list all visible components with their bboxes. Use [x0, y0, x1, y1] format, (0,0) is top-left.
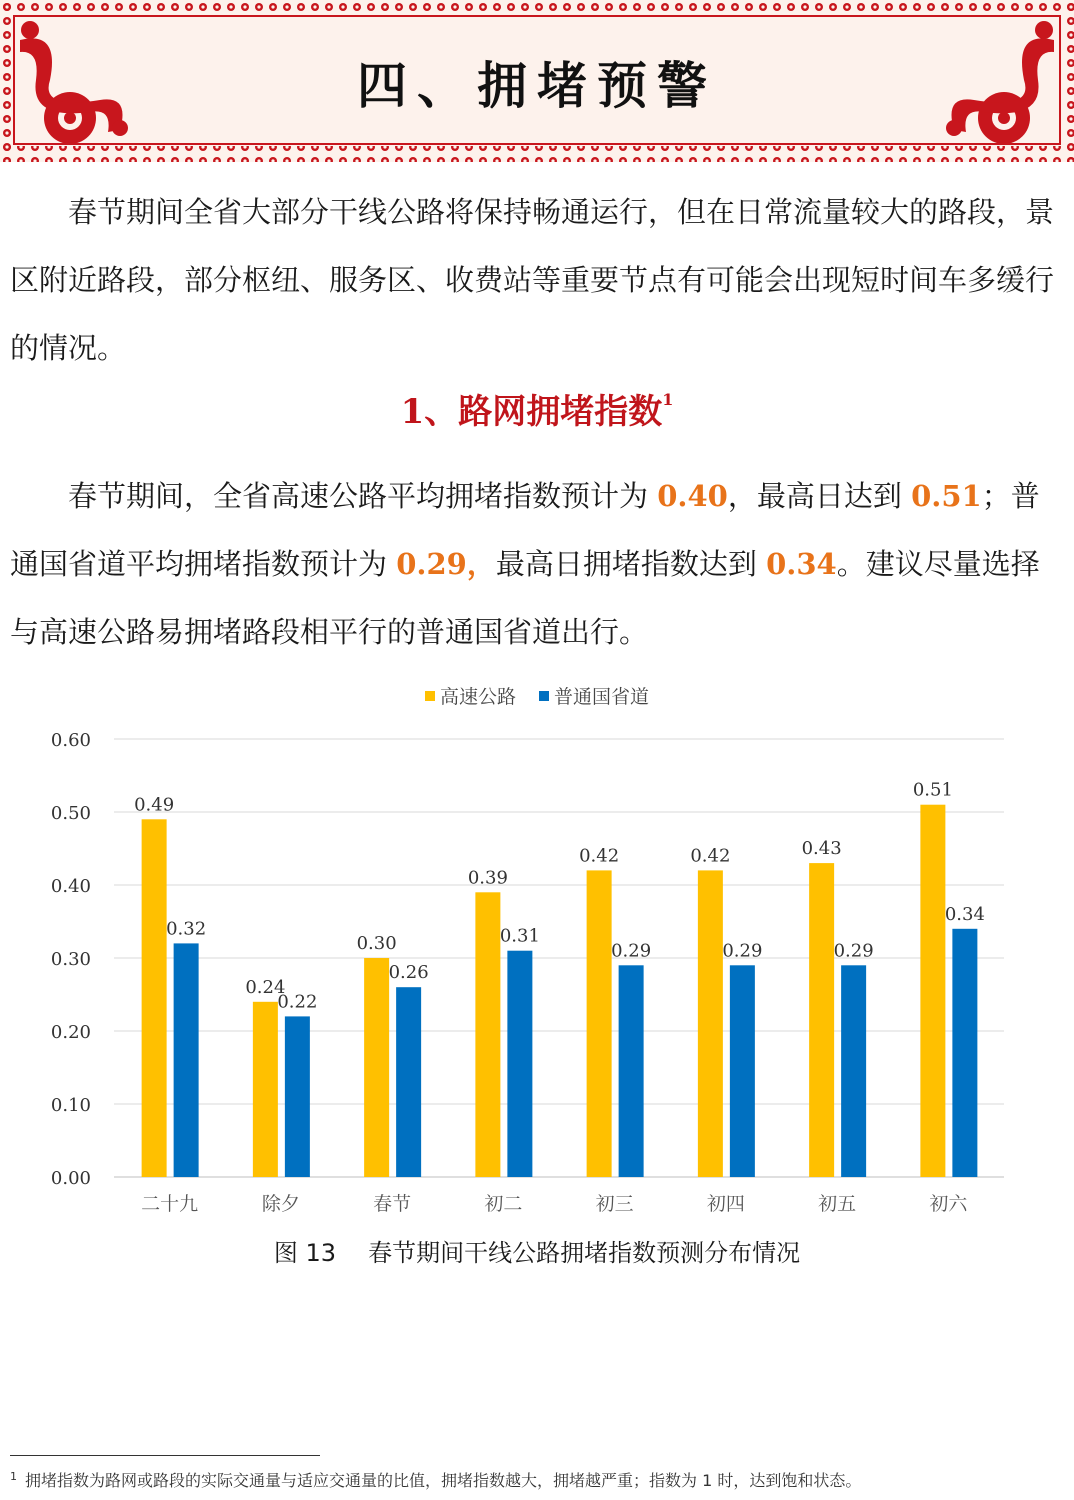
x-tick-label: 春节: [373, 1193, 412, 1215]
footnote-text: 拥堵指数为路网或路段的实际交通量与适应交通量的比值，拥堵指数越大，拥堵越严重；指数为 1 时，达到饱和状态。: [25, 1471, 862, 1490]
summary-part2: ，最高日达到: [727, 479, 912, 513]
x-tick-label: 初四: [706, 1193, 745, 1215]
bar-1-3: [507, 951, 532, 1177]
bar-0-7: [920, 805, 945, 1177]
y-tick-label: 0.30: [50, 949, 91, 970]
bar-0-0: [142, 819, 167, 1177]
data-label-1-4: 0.29: [611, 940, 652, 962]
bar-0-5: [698, 870, 723, 1177]
legend-label-1: 普通国省道: [554, 686, 650, 708]
data-label-1-1: 0.22: [277, 991, 318, 1013]
legend-label-0: 高速公路: [440, 686, 517, 708]
highway-avg-index: 0.40: [657, 479, 728, 513]
data-label-0-1: 0.24: [245, 976, 286, 998]
summary-part4: 最高日拥堵指数达到: [495, 547, 767, 581]
footnote-rule: [10, 1455, 320, 1456]
bar-1-1: [285, 1016, 310, 1177]
y-tick-label: 0.50: [50, 803, 91, 824]
bar-1-2: [396, 987, 421, 1177]
footnote-marker: 1: [10, 1469, 17, 1483]
y-tick-label: 0.40: [50, 876, 91, 897]
summary-part1: 春节期间，全省高速公路平均拥堵指数预计为: [68, 479, 658, 513]
data-label-0-3: 0.39: [467, 867, 508, 889]
data-label-1-3: 0.31: [499, 925, 540, 947]
intro-text: 春节期间全省大部分干线公路将保持畅通运行，但在日常流量较大的路段，景区附近路段，部分枢纽、服务区、收费站等重要节点有可能会出现短时间车多缓行的情况。: [10, 195, 1055, 365]
figure-caption-text: 春节期间干线公路拥堵指数预测分布情况: [368, 1239, 801, 1267]
data-label-0-0: 0.49: [134, 794, 175, 816]
bar-1-6: [841, 965, 866, 1177]
bar-0-3: [475, 892, 500, 1177]
bar-0-4: [587, 870, 612, 1177]
x-tick-label: 初二: [484, 1193, 523, 1215]
bar-1-5: [730, 965, 755, 1177]
legend-swatch-1: [539, 691, 549, 701]
national-road-max-index: 0.34: [766, 547, 837, 581]
data-label-1-2: 0.26: [388, 962, 429, 984]
national-road-avg-index: 0.29，: [396, 547, 496, 581]
y-tick-label: 0.60: [50, 730, 91, 751]
footnote-ref[interactable]: 1: [662, 390, 674, 409]
data-label-1-6: 0.29: [833, 940, 874, 962]
summary-part3: ；普通国省道平均拥堵指数预计为: [10, 479, 1040, 581]
x-tick-label: 初三: [595, 1193, 634, 1215]
section-heading: [0, 384, 1074, 433]
congestion-index-bar-chart: [0, 670, 1074, 1230]
data-label-0-6: 0.43: [801, 838, 842, 860]
y-tick-label: 0.00: [50, 1168, 91, 1189]
x-tick-label: 除夕: [261, 1193, 300, 1215]
bar-0-1: [253, 1002, 278, 1177]
y-tick-label: 0.20: [50, 1022, 91, 1043]
highway-max-index: 0.51: [911, 479, 982, 513]
section-heading-text: 1、路网拥堵指数: [400, 392, 663, 432]
figure-caption: [0, 1233, 1074, 1268]
bar-1-7: [952, 929, 977, 1177]
bar-0-6: [809, 863, 834, 1177]
footnote: [10, 1468, 1070, 1491]
data-label-1-5: 0.29: [722, 940, 763, 962]
x-tick-label: 初六: [929, 1193, 968, 1215]
bar-1-0: [174, 943, 199, 1177]
section-banner: [0, 0, 1074, 162]
data-label-1-0: 0.32: [166, 918, 207, 940]
figure-number: 图 13: [273, 1239, 337, 1267]
data-label-0-2: 0.30: [356, 933, 397, 954]
data-label-1-7: 0.34: [944, 903, 985, 925]
data-label-0-5: 0.42: [690, 845, 731, 867]
x-tick-label: 初五: [818, 1193, 857, 1215]
y-tick-label: 0.10: [50, 1095, 91, 1116]
legend-swatch-0: [425, 691, 435, 701]
banner-title: 四、拥堵预警: [357, 56, 717, 115]
x-tick-label: 二十九: [141, 1193, 199, 1215]
intro-paragraph: [10, 178, 1064, 382]
bar-1-4: [619, 965, 644, 1177]
data-label-0-4: 0.42: [579, 845, 620, 867]
bar-0-2: [364, 958, 389, 1177]
data-label-0-7: 0.51: [912, 779, 953, 801]
summary-part5: 。建议尽量选择与高速公路易拥堵路段相平行的普通国省道出行。: [10, 547, 1040, 649]
summary-paragraph: [10, 462, 1064, 666]
